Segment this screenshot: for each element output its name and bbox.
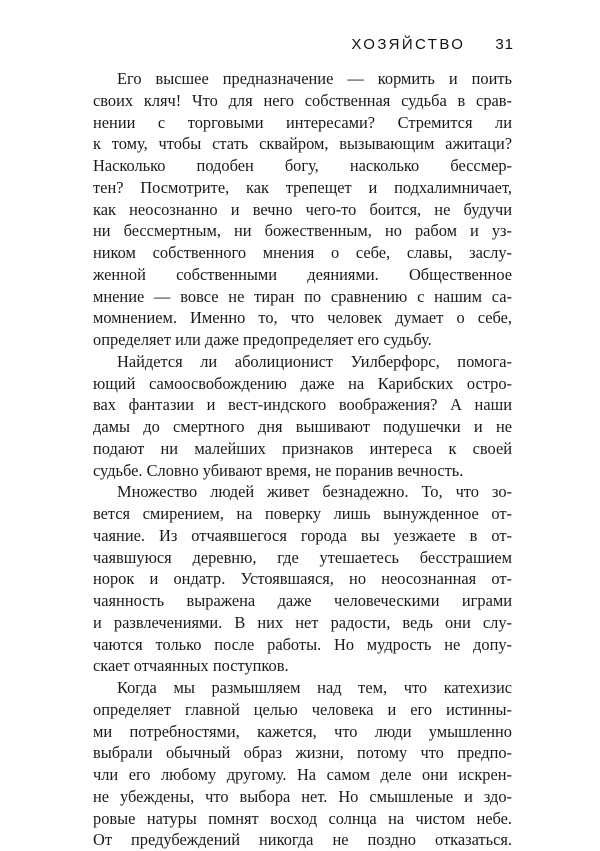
text-line: чли его любому другому. На самом деле они искрен- bbox=[93, 765, 512, 784]
body-text bbox=[93, 68, 512, 851]
running-head bbox=[351, 36, 514, 53]
text-line: ровые натуры помнят восход солнца на чистом небе. bbox=[93, 808, 512, 828]
text-line: Его высшее предназначение — кормить и поить bbox=[117, 69, 512, 88]
text-line: ни бессмертным, ни божественным, но рабом и уз- bbox=[93, 221, 512, 241]
text-line: нении с торговыми интересами? Стремится ли bbox=[93, 112, 512, 132]
text-line: норок и ондатр. Устоявшаяся, но неосознанная от- bbox=[93, 569, 512, 589]
text-line: судьбе. Словно убивают время, не поранив вечность. bbox=[93, 460, 464, 480]
paragraph bbox=[93, 481, 512, 677]
text-line: Найдется ли аболиционист Уилберфорс, помога- bbox=[117, 351, 512, 371]
text-line: ющий самоосвобождению даже на Карибских остро- bbox=[93, 373, 512, 393]
text-line: и развлечениями. В них нет радости, ведь они слу- bbox=[93, 612, 512, 632]
text-line: определяет или даже предопределяет его судьбу. bbox=[93, 330, 432, 349]
text-line: скает отчаянных поступков. bbox=[93, 656, 289, 676]
text-line: мнение — вовсе не тиран по сравнению с нашим са- bbox=[93, 286, 512, 306]
text-line: вах фантазии и вест-индского воображения? А наши bbox=[93, 395, 512, 415]
text-line: вется смирением, на поверку лишь вынужденное от- bbox=[93, 504, 512, 523]
text-line: своих кляч! Что для него собственная судьба в срав- bbox=[93, 90, 512, 110]
text-line: выбрали обычный образ жизни, потому что предпо- bbox=[93, 743, 512, 763]
paragraph bbox=[93, 677, 512, 851]
text-line: чаяние. Из отчаявшегося города вы уезжаете в от- bbox=[93, 525, 512, 545]
page-number: 31 bbox=[495, 36, 514, 53]
text-line: момнением. Именно то, что человек думает о себе, bbox=[93, 308, 512, 328]
text-line: Множество людей живет безнадежно. То, что зо- bbox=[117, 482, 512, 502]
text-line: ником собственного мнения о себе, славы, заслу- bbox=[93, 243, 512, 262]
text-line: к тому, чтобы стать сквайром, вызывающим ажитаци? bbox=[93, 134, 512, 154]
text-line: От предубеждений никогда не поздно отказаться. bbox=[93, 830, 512, 850]
text-line: определяет главной целью человека и его истинны- bbox=[93, 699, 512, 719]
text-line: чаются только после работы. Но мудрость не допу- bbox=[93, 634, 512, 654]
text-line: тен? Посмотрите, как трепещет и подхалимничает, bbox=[93, 177, 512, 197]
text-line: Когда мы размышляем над тем, что катехизис bbox=[117, 678, 512, 697]
paragraph bbox=[93, 351, 512, 482]
text-line: женной собственными деяниями. Общественное bbox=[93, 264, 512, 284]
text-line: ми потребностями, кажется, что люди умышленно bbox=[93, 721, 512, 741]
text-line: как неосознанно и вечно чего-то боится, не будучи bbox=[93, 199, 512, 219]
paragraph bbox=[93, 68, 512, 351]
text-line: Насколько подобен богу, насколько бессмер- bbox=[93, 156, 512, 175]
text-line: чаявшуюся деревню, где утешаетесь бесстрашием bbox=[93, 547, 512, 567]
text-line: подают ни малейших признаков интереса к своей bbox=[93, 438, 512, 458]
text-line: дамы до смертного дня вышивают подушечки и не bbox=[93, 417, 512, 436]
chapter-title: ХОЗЯЙСТВО bbox=[351, 36, 466, 53]
text-line: чаянность выражена даже человеческими играми bbox=[93, 591, 512, 610]
text-line: не убеждены, что выбора нет. Но смышленые и здо- bbox=[93, 786, 512, 806]
